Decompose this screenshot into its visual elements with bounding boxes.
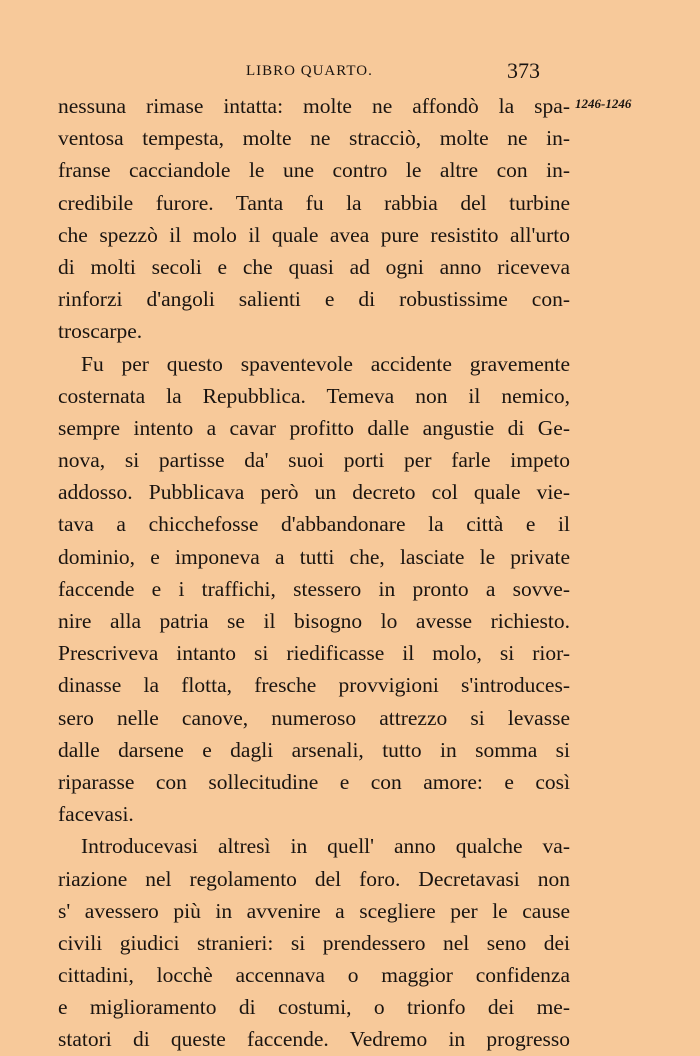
- text-line: che spezzò il molo il quale avea pure resistito all'urto: [58, 222, 570, 247]
- text-line: Introducevasi altresì in quell' anno qualche va-: [81, 834, 570, 859]
- text-line: tava a chicchefosse d'abbandonare la città e il: [58, 512, 570, 537]
- running-title: LIBRO QUARTO.: [246, 63, 373, 79]
- text-line: rinforzi d'angoli salienti e di robustissime con-: [58, 287, 570, 312]
- text-line: nire alla patria se il bisogno lo avesse richiesto.: [58, 609, 570, 633]
- page-number: 373: [507, 58, 540, 83]
- text-line: faccende e i traffichi, stessero in pronto a sovve-: [58, 576, 570, 601]
- text-line: civili giudici stranieri: si prendessero nel seno dei: [58, 930, 570, 955]
- text-line: dalle darsene e dagli arsenali, tutto in somma si: [58, 737, 570, 762]
- text-line: Fu per questo spaventevole accidente gravemente: [81, 351, 570, 376]
- text-line: dominio, e imponeva a tutti che, lasciate le private: [58, 544, 570, 569]
- text-line: riparasse con sollecitudine e con amore: e così: [58, 769, 570, 794]
- text-line: franse cacciandole le une contro le altre con in-: [58, 158, 570, 183]
- text-line: sempre intento a cavar profitto dalle angustie di Ge-: [58, 415, 570, 440]
- text-line: statori di queste faccende. Vedremo in progresso: [58, 1027, 570, 1052]
- text-line: dinasse la flotta, fresche provvigioni s'introduces-: [58, 673, 570, 698]
- text-line: s' avessero più in avvenire a scegliere per le cause: [58, 898, 570, 923]
- text-line: nova, si partisse da' suoi porti per farle impeto: [58, 448, 570, 473]
- text-line: sero nelle canove, numeroso attrezzo si levasse: [58, 705, 570, 730]
- text-line: Prescriveva intanto si riedificasse il molo, si rior-: [58, 641, 570, 666]
- text-line: nessuna rimase intatta: molte ne affondò la spa-: [58, 94, 570, 118]
- text-line: riazione nel regolamento del foro. Decretavasi non: [58, 866, 570, 891]
- margin-year-note: 1246-1246: [575, 96, 632, 111]
- text-line: facevasi.: [58, 802, 134, 827]
- text-line: e miglioramento di costumi, o trionfo dei me-: [58, 995, 570, 1020]
- text-line: addosso. Pubblicava però un decreto col quale vie-: [58, 480, 570, 505]
- text-line: cittadini, locchè accennava o maggior confidenza: [58, 963, 570, 988]
- text-line: di molti secoli e che quasi ad ogni anno riceveva: [58, 254, 570, 279]
- text-line: credibile furore. Tanta fu la rabbia del turbine: [58, 190, 570, 215]
- body-text: [58, 90, 570, 1056]
- text-line: costernata la Repubblica. Temeva non il nemico,: [58, 383, 570, 408]
- text-line: troscarpe.: [58, 319, 143, 344]
- text-line: ventosa tempesta, molte ne stracciò, molte ne in-: [58, 126, 570, 151]
